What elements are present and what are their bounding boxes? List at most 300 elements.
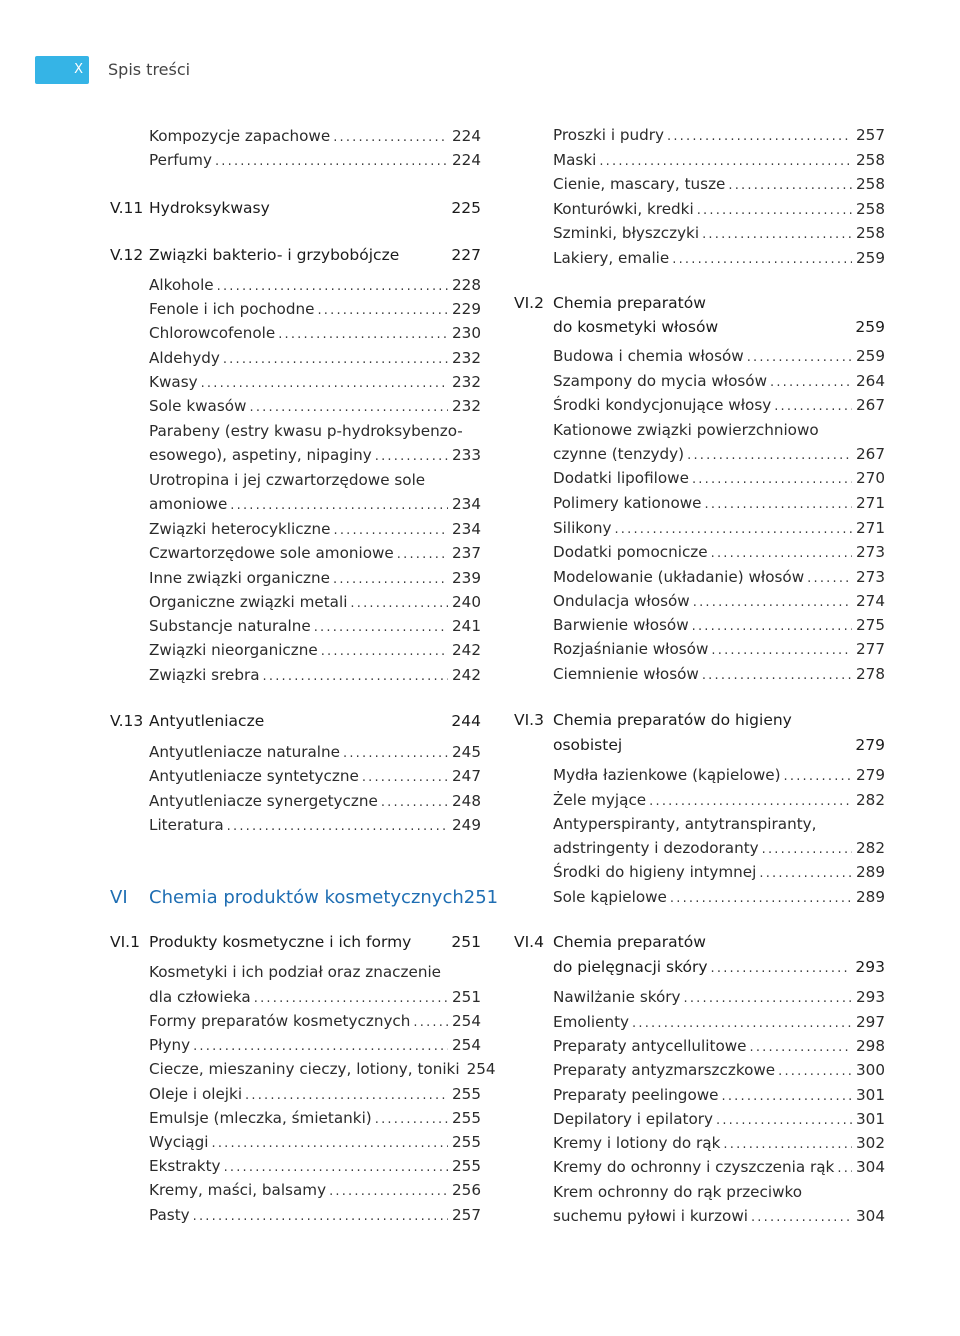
dot-leader	[784, 765, 852, 789]
entry-title: Depilatory i epilatory	[553, 1110, 713, 1128]
dot-leader	[227, 815, 448, 839]
dot-leader	[201, 372, 448, 396]
toc-entry	[514, 418, 885, 442]
toc-entry	[110, 1082, 481, 1106]
dot-leader	[350, 592, 448, 616]
entry-title: Kremy do ochronny i czyszczenia rąk	[553, 1158, 835, 1176]
page-number: 304	[856, 1207, 885, 1225]
entry-title: Kremy, maści, balsamy	[149, 1181, 327, 1199]
page-number: 264	[856, 372, 885, 390]
section-number: VI.2	[514, 294, 544, 312]
dot-leader	[750, 1036, 853, 1060]
toc-entry	[514, 1155, 885, 1179]
page-number: 282	[856, 839, 885, 857]
entry-title: dla człowieka	[149, 988, 251, 1006]
page-number: 258	[856, 175, 885, 193]
toc-entry	[514, 369, 885, 393]
page-number: 254	[466, 1060, 496, 1078]
toc-entry	[110, 394, 481, 418]
toc-entry	[514, 393, 885, 417]
dot-leader	[687, 444, 852, 468]
page-number: 289	[856, 863, 885, 881]
dot-leader	[193, 1205, 448, 1229]
toc-entry	[110, 789, 481, 813]
toc-entry	[514, 172, 885, 196]
page-number: 293	[856, 988, 885, 1006]
toc-section	[514, 930, 885, 954]
entry-title: Związki bakterio- i grzybobójcze	[149, 246, 400, 264]
toc-entry	[514, 589, 885, 613]
toc-entry	[514, 662, 885, 686]
entry-title: Preparaty antycellulitowe	[553, 1037, 747, 1055]
dot-leader	[278, 323, 448, 347]
toc-entry	[110, 566, 481, 590]
dot-leader	[672, 248, 852, 272]
entry-title: amoniowe	[149, 495, 228, 513]
toc-entry	[514, 123, 885, 147]
page-number: 259	[855, 318, 885, 336]
entry-title: Chemia preparatów	[553, 294, 706, 312]
dot-leader	[193, 1035, 448, 1059]
entry-title: Wyciągi	[149, 1133, 209, 1151]
entry-title: Mydła łazienkowe (kąpielowe)	[553, 766, 781, 784]
page-number: 270	[856, 469, 885, 487]
toc-section	[110, 243, 481, 267]
toc-entry	[110, 148, 481, 172]
entry-title: Konturówki, kredki	[553, 200, 694, 218]
entry-title: Inne związki organiczne	[149, 569, 330, 587]
dot-leader	[334, 519, 448, 543]
dot-leader	[263, 665, 448, 689]
toc-entry	[514, 1083, 885, 1107]
entry-title: Kremy i lotiony do rąk	[553, 1134, 721, 1152]
toc-entry	[110, 517, 481, 541]
entry-title: Kosmetyki i ich podział oraz znaczenie	[149, 963, 442, 981]
toc-entry	[514, 1034, 885, 1058]
toc-entry	[514, 637, 885, 661]
entry-title: Barwienie włosów	[553, 616, 689, 634]
entry-title: Czwartorzędowe sole amoniowe	[149, 544, 394, 562]
dot-leader	[254, 987, 448, 1011]
page-number: 279	[855, 736, 885, 754]
entry-title: do pielęgnacji skóry	[553, 958, 708, 976]
dot-leader	[705, 493, 852, 517]
page-number: 289	[856, 888, 885, 906]
entry-title: Chlorowcofenole	[149, 324, 276, 342]
entry-title: Związki srebra	[149, 666, 260, 684]
toc-section	[110, 709, 481, 733]
entry-title: Maski	[553, 151, 597, 169]
entry-title: Związki nieorganiczne	[149, 641, 318, 659]
entry-title: Kompozycje zapachowe	[149, 127, 331, 145]
page-number: 282	[856, 791, 885, 809]
toc-entry	[514, 1204, 885, 1228]
page-number: 255	[452, 1157, 481, 1175]
page-number: 256	[452, 1181, 481, 1199]
page-number: 225	[451, 199, 481, 217]
page-number: 232	[452, 349, 481, 367]
toc-entry	[110, 297, 481, 321]
page-number: 244	[451, 712, 481, 730]
page-number: 242	[452, 666, 481, 684]
toc-entry	[110, 492, 481, 516]
page-number: 248	[452, 792, 481, 810]
toc-entry	[514, 812, 885, 836]
toc-entry	[110, 590, 481, 614]
page-number: 254	[452, 1012, 481, 1030]
page-number: 254	[452, 1036, 481, 1054]
toc-entry	[110, 124, 481, 148]
page-number: 229	[452, 300, 481, 318]
toc-entry	[514, 836, 885, 860]
page-number: 271	[856, 494, 885, 512]
toc-entry	[514, 442, 885, 466]
page-number: 232	[452, 397, 481, 415]
entry-title: Nawilżanie skóry	[553, 988, 681, 1006]
section-number: V.12	[110, 246, 144, 264]
toc-entry	[514, 197, 885, 221]
page-number: 247	[452, 767, 481, 785]
toc-entry	[110, 1178, 481, 1202]
dot-leader	[397, 543, 448, 567]
page-number: 302	[856, 1134, 885, 1152]
toc-entry	[514, 246, 885, 270]
entry-title: Sole kąpielowe	[553, 888, 667, 906]
entry-title: Preparaty peelingowe	[553, 1086, 719, 1104]
entry-title: Antyutleniacze synergetyczne	[149, 792, 378, 810]
page-number: 251	[451, 933, 481, 951]
entry-title: Dodatki pomocnicze	[553, 543, 708, 561]
toc-entry	[110, 1203, 481, 1227]
dot-leader	[215, 150, 448, 174]
dot-leader	[692, 615, 852, 639]
section-number: VI.1	[110, 933, 140, 951]
entry-title: osobistej	[553, 736, 623, 754]
entry-title: do kosmetyki włosów	[553, 318, 719, 336]
toc-entry	[110, 346, 481, 370]
entry-title: Ekstrakty	[149, 1157, 221, 1175]
dot-leader	[649, 790, 852, 814]
dot-leader	[711, 542, 852, 566]
entry-title: Krem ochronny do rąk przeciwko	[553, 1183, 803, 1201]
toc-entry	[514, 344, 885, 368]
entry-title: Lakiery, emalie	[553, 249, 670, 267]
entry-title: Chemia preparatów do higieny	[553, 711, 792, 729]
entry-title: adstringenty i dezodoranty	[553, 839, 759, 857]
dot-leader	[329, 1180, 448, 1204]
dot-leader	[223, 348, 448, 372]
entry-title: Parabeny (estry kwasu p-hydroksybenzo-	[149, 422, 463, 440]
dot-leader	[759, 862, 852, 886]
entry-title: esowego), aspetiny, nipaginy	[149, 446, 372, 464]
dot-leader	[774, 395, 852, 419]
page-number: 257	[856, 126, 885, 144]
toc-entry	[110, 764, 481, 788]
toc-entry	[514, 466, 885, 490]
entry-title: Pasty	[149, 1206, 190, 1224]
dot-leader	[722, 1085, 852, 1109]
page-number: 234	[452, 520, 481, 538]
entry-title: Oleje i olejki	[149, 1085, 243, 1103]
dot-leader	[614, 518, 852, 542]
entry-title: Silikony	[553, 519, 612, 537]
entry-title: Kwasy	[149, 373, 198, 391]
page-number: 245	[452, 743, 481, 761]
dot-leader	[723, 1133, 852, 1157]
entry-title: Antyperspiranty, antytranspiranty,	[553, 815, 817, 833]
dot-leader	[747, 346, 852, 370]
dot-leader	[245, 1084, 448, 1108]
page-number: 304	[856, 1158, 885, 1176]
dot-leader	[751, 1206, 852, 1230]
page-number: 301	[856, 1086, 885, 1104]
toc-section	[514, 708, 885, 732]
page-number: 241	[452, 617, 481, 635]
entry-title: Fenole i ich pochodne	[149, 300, 315, 318]
entry-title: Literatura	[149, 816, 224, 834]
page-number: 258	[856, 224, 885, 242]
dot-leader	[314, 616, 448, 640]
toc-section	[110, 196, 481, 220]
dot-leader	[716, 1109, 852, 1133]
dot-leader	[211, 1132, 448, 1156]
toc-section	[514, 955, 885, 979]
page-number: 267	[856, 445, 885, 463]
page-number: 259	[856, 249, 885, 267]
toc-entry	[514, 613, 885, 637]
page-number: 255	[452, 1085, 481, 1103]
toc-entry	[514, 1010, 885, 1034]
toc-entry	[514, 860, 885, 884]
page-number: 237	[452, 544, 481, 562]
page-number: 251	[463, 887, 499, 908]
entry-title: Perfumy	[149, 151, 212, 169]
entry-title: Sole kwasów	[149, 397, 247, 415]
toc-entry	[110, 321, 481, 345]
toc-entry	[110, 370, 481, 394]
toc-entry	[110, 443, 481, 467]
entry-title: Antyutleniacze	[149, 712, 265, 730]
page-number: 293	[855, 958, 885, 976]
entry-title: Budowa i chemia włosów	[553, 347, 744, 365]
toc-entry	[514, 516, 885, 540]
toc-entry	[514, 985, 885, 1009]
entry-title: Środki do higieny intymnej	[553, 863, 757, 881]
toc-entry	[514, 221, 885, 245]
dot-leader	[632, 1012, 852, 1036]
entry-title: Środki kondycjonujące włosy	[553, 396, 772, 414]
section-number: VI.3	[514, 711, 544, 729]
toc-entry	[110, 273, 481, 297]
entry-title: Cienie, mascary, tusze	[553, 175, 726, 193]
toc-entry	[110, 960, 481, 984]
dot-leader	[667, 125, 852, 149]
page-number: 259	[856, 347, 885, 365]
page-number: 279	[856, 766, 885, 784]
toc-entry	[110, 1106, 481, 1130]
dot-leader	[224, 1156, 448, 1180]
entry-title: Chemia preparatów	[553, 933, 706, 951]
entry-title: Alkohole	[149, 276, 214, 294]
section-number: V.11	[110, 199, 144, 217]
dot-leader	[217, 275, 448, 299]
toc-entry	[514, 1058, 885, 1082]
entry-title: Ciemnienie włosów	[553, 665, 699, 683]
dot-leader	[837, 1157, 852, 1181]
entry-title: Antyutleniacze syntetyczne	[149, 767, 359, 785]
dot-leader	[375, 1108, 448, 1132]
page-number: 301	[856, 1110, 885, 1128]
page-number: 251	[452, 988, 481, 1006]
page-number: 274	[856, 592, 885, 610]
toc-entry	[110, 1033, 481, 1057]
toc-entry	[110, 419, 481, 443]
dot-leader	[711, 957, 852, 981]
entry-title: czynne (tenzydy)	[553, 445, 685, 463]
dot-leader	[317, 299, 448, 323]
toc-entry	[110, 541, 481, 565]
entry-title: Hydroksykwasy	[149, 199, 270, 217]
entry-title: Produkty kosmetyczne i ich formy	[149, 933, 412, 951]
dot-leader	[778, 1060, 852, 1084]
toc-entry	[514, 1107, 885, 1131]
chapter-heading	[110, 884, 499, 912]
page-number: 275	[856, 616, 885, 634]
toc-entry	[514, 885, 885, 909]
dot-leader	[321, 640, 448, 664]
dot-leader	[333, 126, 448, 150]
page-number: 232	[452, 373, 481, 391]
entry-title: suchemu pyłowi i kurzowi	[553, 1207, 748, 1225]
dot-leader	[728, 174, 852, 198]
dot-leader	[670, 887, 852, 911]
toc-entry	[514, 1131, 885, 1155]
page-number: 273	[856, 568, 885, 586]
entry-title: Substancje naturalne	[149, 617, 311, 635]
toc-entry	[514, 1180, 885, 1204]
toc-entry	[110, 813, 481, 837]
entry-title: Formy preparatów kosmetycznych	[149, 1012, 411, 1030]
dot-leader	[413, 1011, 448, 1035]
dot-leader	[230, 494, 448, 518]
page-number: 300	[856, 1061, 885, 1079]
page-number: 249	[452, 816, 481, 834]
toc-entry	[110, 1154, 481, 1178]
dot-leader	[702, 664, 852, 688]
entry-title: Urotropina i jej czwartorzędowe sole	[149, 471, 426, 489]
entry-title: Dodatki lipofilowe	[553, 469, 689, 487]
dot-leader	[770, 371, 852, 395]
dot-leader	[249, 396, 448, 420]
page-number: 297	[856, 1013, 885, 1031]
entry-title: Preparaty antyzmarszczkowe	[553, 1061, 776, 1079]
toc-section	[514, 315, 885, 339]
page-number: 230	[452, 324, 481, 342]
entry-title: Antyutleniacze naturalne	[149, 743, 341, 761]
toc-entry	[514, 763, 885, 787]
entry-title: Ciecze, mieszaniny cieczy, lotiony, toniki	[149, 1060, 460, 1078]
section-number: VI	[110, 887, 128, 908]
page-number: 242	[452, 641, 481, 659]
toc-entry	[110, 638, 481, 662]
dot-leader	[684, 987, 852, 1011]
entry-title: Emulsje (mleczka, śmietanki)	[149, 1109, 372, 1127]
toc-entry	[110, 1057, 496, 1081]
page-number: 224	[452, 151, 481, 169]
section-number: VI.4	[514, 933, 544, 951]
dot-leader	[343, 742, 448, 766]
entry-title: Rozjaśnianie włosów	[553, 640, 709, 658]
page-number: 227	[451, 246, 481, 264]
toc-entry	[514, 788, 885, 812]
dot-leader	[807, 567, 852, 591]
dot-leader	[762, 838, 852, 862]
entry-title: Szminki, błyszczyki	[553, 224, 700, 242]
dot-leader	[599, 150, 852, 174]
toc-entry	[514, 540, 885, 564]
page-number: 271	[856, 519, 885, 537]
dot-leader	[362, 766, 448, 790]
entry-title: Płyny	[149, 1036, 191, 1054]
entry-title: Modelowanie (układanie) włosów	[553, 568, 805, 586]
page-number: 234	[452, 495, 481, 513]
page-number: 257	[452, 1206, 481, 1224]
dot-leader	[692, 468, 852, 492]
page-number: 258	[856, 200, 885, 218]
entry-title: Związki heterocykliczne	[149, 520, 331, 538]
section-number: V.13	[110, 712, 144, 730]
page-number: 277	[856, 640, 885, 658]
toc-entry	[110, 1130, 481, 1154]
toc-entry	[514, 148, 885, 172]
entry-title: Ondulacja włosów	[553, 592, 690, 610]
toc-section	[110, 930, 481, 954]
chapter-tab: X	[35, 56, 89, 84]
page-number: 298	[856, 1037, 885, 1055]
page-number: 278	[856, 665, 885, 683]
toc-entry	[110, 740, 481, 764]
page-number: 267	[856, 396, 885, 414]
toc-section	[514, 291, 885, 315]
toc-entry	[110, 1009, 481, 1033]
dot-leader	[711, 639, 852, 663]
page-number: 233	[452, 446, 481, 464]
page-number: 258	[856, 151, 885, 169]
toc-entry	[110, 985, 481, 1009]
dot-leader	[375, 445, 448, 469]
page-number: 224	[452, 127, 481, 145]
entry-title: Kationowe związki powierzchniowo	[553, 421, 819, 439]
entry-title: Polimery kationowe	[553, 494, 702, 512]
page-number: 273	[856, 543, 885, 561]
page-number: 239	[452, 569, 481, 587]
page-title: Spis treści	[108, 60, 191, 79]
dot-leader	[693, 591, 852, 615]
toc-entry	[110, 614, 481, 638]
entry-title: Chemia produktów kosmetycznych	[149, 887, 464, 908]
dot-leader	[702, 223, 852, 247]
entry-title: Proszki i pudry	[553, 126, 665, 144]
page-number: 255	[452, 1133, 481, 1151]
toc-entry	[514, 491, 885, 515]
page-number: 228	[452, 276, 481, 294]
dot-leader	[333, 568, 448, 592]
entry-title: Aldehydy	[149, 349, 220, 367]
toc-entry	[110, 468, 481, 492]
entry-title: Żele myjące	[553, 791, 647, 809]
page-number: 255	[452, 1109, 481, 1127]
page-number: 240	[452, 593, 481, 611]
